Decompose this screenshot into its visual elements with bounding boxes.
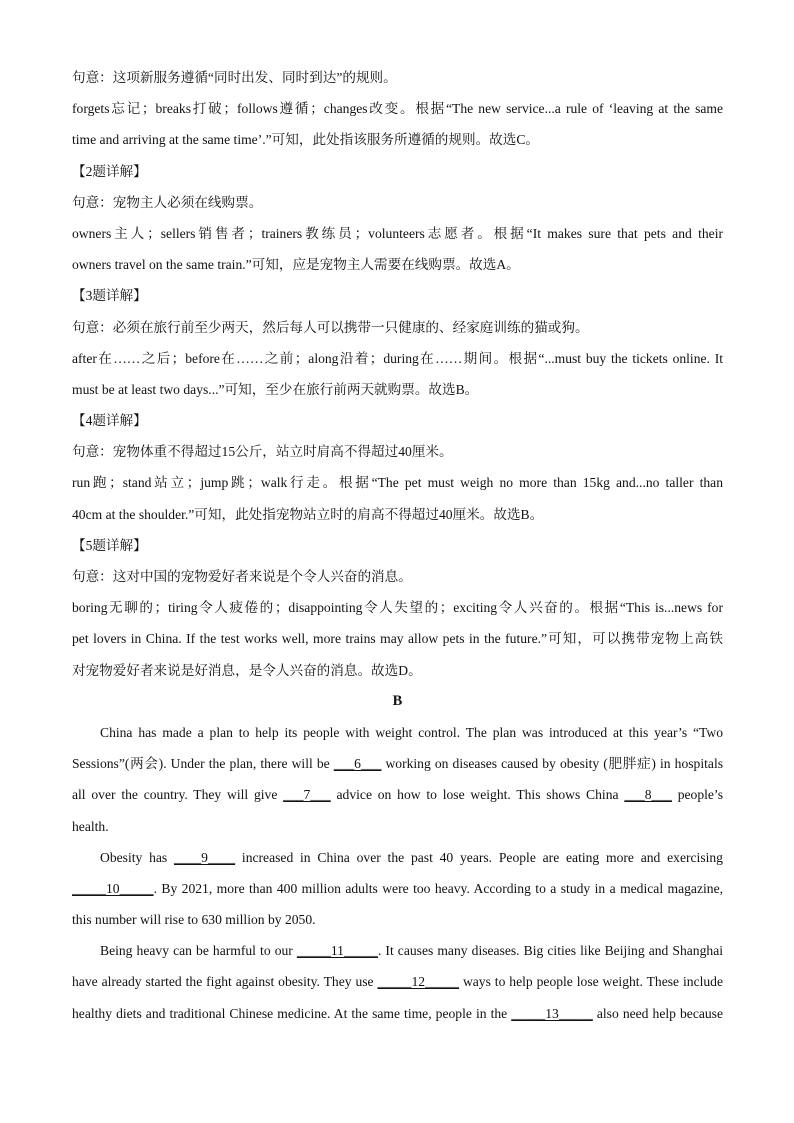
question-heading: 【3题详解】	[72, 288, 147, 304]
passage-line: have already started the fight against obesity. They use _____12_____ ways to help people lose weight. These include	[72, 974, 723, 990]
passage-line: health.	[72, 818, 109, 834]
passage-line: _____10_____. By 2021, more than 400 million adults were too heavy. According to a study in a medical magazine,	[72, 880, 723, 896]
passage-line: Sessions”(两会). Under the plan, there will be ___6___ working on diseases caused by obesity (肥胖症) in hospitals	[72, 756, 723, 772]
blank-7: ___7___	[283, 787, 331, 803]
passage-line: Obesity has ____9____ increased in China over the past 40 years. People are eating more and exercising	[100, 849, 723, 865]
blank-6: ___6___	[333, 756, 382, 772]
vocab-analysis-line: time and arriving at the same time’.”可知，此处指该服务所遵循的规则。故选C。	[72, 132, 540, 148]
vocab-analysis-line: after在……之后；before在……之前；along沿着；during在……期间。根据“...must buy the tickets online. It	[72, 350, 723, 366]
sentence-meaning-line: 句意：这对中国的宠物爱好者来说是个令人兴奋的消息。	[72, 569, 412, 584]
sentence-meaning-line: 句意：宠物主人必须在线购票。	[72, 194, 263, 210]
blank-8: ___8___	[624, 787, 672, 803]
document-page	[72, 62, 723, 1029]
blank-10: _____10_____	[72, 880, 154, 896]
sentence-meaning-line: 句意：这项新服务遵循“同时出发、同时到达”的规则。	[72, 70, 397, 85]
question-heading: 【5题详解】	[72, 537, 147, 553]
blank-11: _____11_____	[296, 943, 378, 959]
sentence-meaning-line: 句意：宠物体重不得超过15公斤，站立时肩高不得超过40厘米。	[72, 444, 453, 460]
vocab-analysis-line: boring无聊的；tiring令人疲倦的；disappointing令人失望的；exciting令人兴奋的。根据“This is...news for	[72, 600, 723, 616]
vocab-analysis-line: must be at least two days...”可知，至少在旅行前两天就购票。故选B。	[72, 381, 479, 397]
sentence-meaning-line: 句意：必须在旅行前至少两天，然后每人可以携带一只健康的、经家庭训练的猫或狗。	[72, 319, 589, 335]
vocab-analysis-line: pet lovers in China. If the test works well, more trains may allow pets in the future.”可知，可以携带宠物上高铁	[72, 631, 723, 647]
vocab-analysis-line: forgets忘记；breaks打破；follows遵循；changes改变。根据“The new service...a rule of ‘leaving at the same	[72, 101, 723, 117]
passage-line: healthy diets and traditional Chinese medicine. At the same time, people in the _____13_____ also need help because	[72, 1005, 723, 1021]
vocab-analysis-line: 40cm at the shoulder.”可知，此处指宠物站立时的肩高不得超过40厘米。故选B。	[72, 506, 544, 522]
section-b-heading: B	[392, 692, 403, 709]
blank-13: _____13_____	[511, 1005, 593, 1021]
vocab-analysis-line: run跑；stand站立；jump跳；walk行走。根据“The pet must weigh no more than 15kg and...no taller than	[72, 475, 723, 491]
vocab-analysis-line: owners travel on the same train.”可知，应是宠物主人需要在线购票。故选A。	[72, 257, 520, 273]
blank-12: _____12_____	[377, 974, 460, 990]
question-heading: 【4题详解】	[72, 413, 147, 429]
passage-line: Being heavy can be harmful to our _____11_____. It causes many diseases. Big cities like Beijing and Shanghai	[100, 943, 723, 959]
passage-line: all over the country. They will give ___7___ advice on how to lose weight. This shows China ___8___ people’s	[72, 787, 723, 803]
question-heading: 【2题详解】	[72, 163, 147, 179]
vocab-analysis-line: 对宠物爱好者来说是好消息，是令人兴奋的消息。故选D。	[72, 662, 422, 678]
blank-9: ____9____	[173, 849, 236, 865]
passage-line: China has made a plan to help its people with weight control. The plan was introduced at this year’s “Two	[100, 724, 723, 740]
vocab-analysis-line: owners主人；sellers销售者；trainers教练员；volunteers志愿者。根据“It makes sure that pets and their	[72, 225, 723, 241]
passage-line: this number will rise to 630 million by 2050.	[72, 912, 316, 928]
